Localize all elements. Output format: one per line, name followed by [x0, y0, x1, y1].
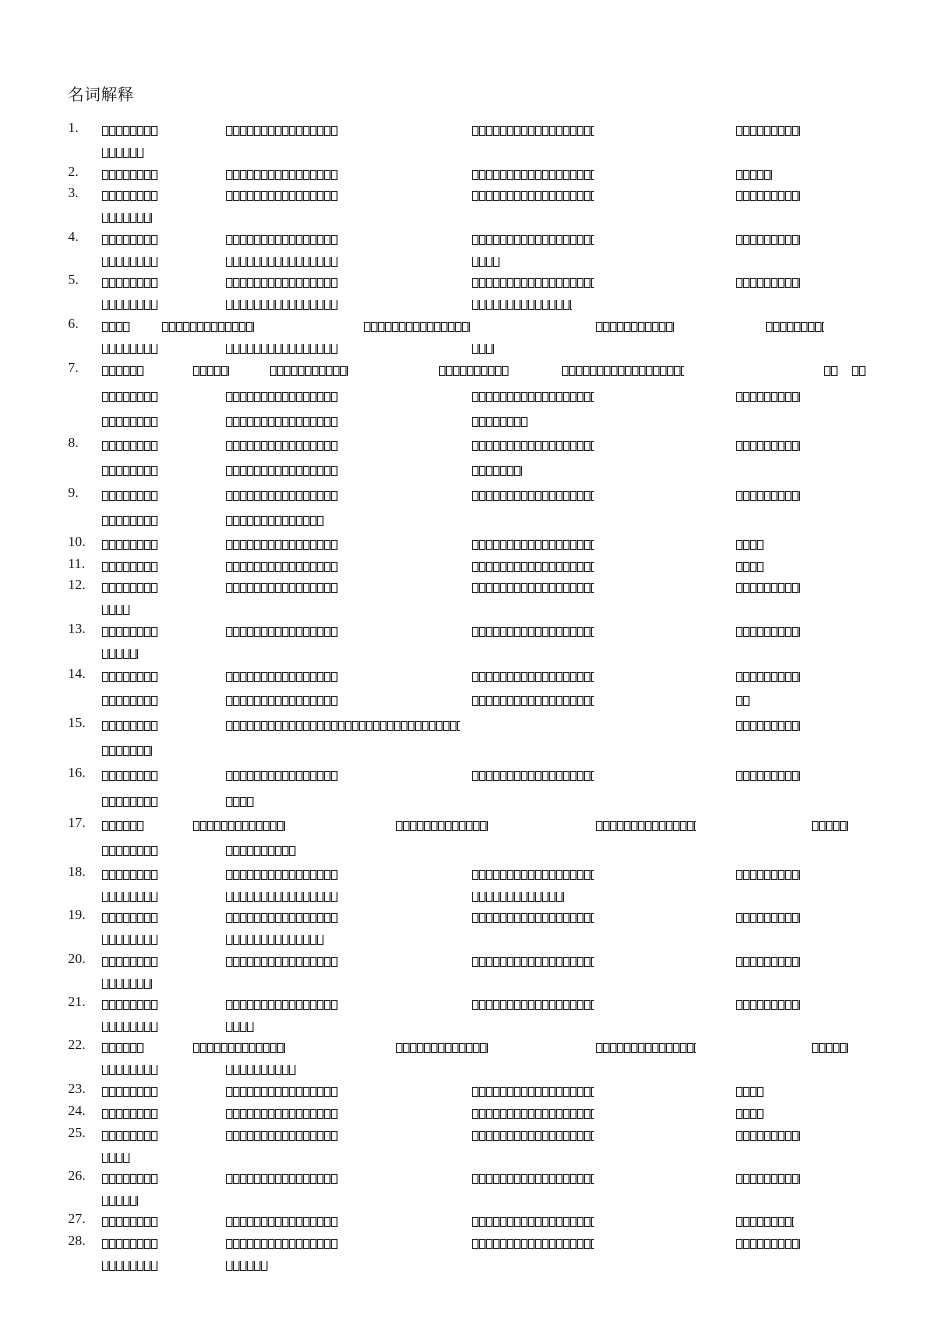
glyph-run	[736, 627, 800, 637]
list-item-line	[0, 794, 950, 808]
list-item-number: 18.	[68, 865, 86, 880]
list-item-line	[0, 669, 950, 683]
glyph-run	[102, 797, 158, 807]
list-item-number: 8.	[68, 436, 79, 451]
list-item-line	[0, 1236, 950, 1250]
glyph-run	[472, 583, 594, 593]
list-item-line	[0, 743, 950, 757]
glyph-run	[824, 366, 838, 376]
glyph-run	[226, 417, 338, 427]
glyph-run	[736, 491, 800, 501]
glyph-run	[396, 821, 488, 831]
glyph-run	[226, 797, 254, 807]
glyph-run	[812, 821, 848, 831]
glyph-run	[736, 1217, 794, 1227]
list-item-number: 22.	[68, 1038, 86, 1053]
list-item-number: 2.	[68, 165, 79, 180]
glyph-run	[472, 627, 594, 637]
glyph-run	[472, 278, 594, 288]
glyph-run	[226, 344, 338, 354]
glyph-run	[102, 821, 144, 831]
glyph-run	[472, 540, 594, 550]
glyph-run	[226, 278, 338, 288]
glyph-run	[596, 322, 674, 332]
glyph-run	[226, 491, 338, 501]
list-item-line	[0, 580, 950, 594]
glyph-run	[102, 213, 152, 223]
glyph-run	[736, 441, 800, 451]
list-item-number: 6.	[68, 317, 79, 332]
glyph-run	[226, 466, 338, 476]
glyph-run	[472, 913, 594, 923]
glyph-run	[226, 1065, 296, 1075]
glyph-run	[226, 627, 338, 637]
list-item-line	[0, 167, 950, 181]
glyph-run	[472, 1217, 594, 1227]
glyph-run	[193, 821, 285, 831]
glyph-run	[766, 322, 824, 332]
list-item-line	[0, 389, 950, 403]
glyph-run	[102, 417, 158, 427]
glyph-run	[102, 1043, 144, 1053]
list-item-line	[0, 232, 950, 246]
list-item-line	[0, 843, 950, 857]
list-item-number: 28.	[68, 1234, 86, 1249]
list-item-number: 5.	[68, 273, 79, 288]
glyph-run	[162, 322, 254, 332]
glyph-run	[472, 491, 594, 501]
glyph-run	[226, 300, 338, 310]
glyph-run	[102, 562, 158, 572]
glyph-run	[472, 562, 594, 572]
glyph-run	[472, 191, 594, 201]
glyph-run	[193, 366, 229, 376]
glyph-run	[226, 846, 296, 856]
glyph-run	[102, 583, 158, 593]
list-item-line	[0, 1106, 950, 1120]
list-item-number: 21.	[68, 995, 86, 1010]
glyph-run	[736, 540, 764, 550]
glyph-run	[472, 466, 522, 476]
list-item-line	[0, 1214, 950, 1228]
list-item-line	[0, 414, 950, 428]
glyph-run	[596, 821, 696, 831]
glyph-run	[226, 1109, 338, 1119]
list-item-line	[0, 1128, 950, 1142]
list-item-line	[0, 932, 950, 946]
glyph-run	[226, 913, 338, 923]
glyph-run	[226, 696, 338, 706]
list-item-line	[0, 438, 950, 452]
glyph-run	[472, 417, 528, 427]
glyph-run	[736, 771, 800, 781]
glyph-run	[102, 1153, 130, 1163]
glyph-run	[226, 562, 338, 572]
list-item-number: 26.	[68, 1169, 86, 1184]
glyph-run	[736, 672, 800, 682]
glyph-run	[102, 721, 158, 731]
list-item-line	[0, 559, 950, 573]
list-item-line	[0, 1171, 950, 1185]
list-item-line	[0, 341, 950, 355]
glyph-run	[226, 672, 338, 682]
list-item-line	[0, 910, 950, 924]
glyph-run	[852, 366, 866, 376]
glyph-run	[226, 392, 338, 402]
glyph-run	[102, 1022, 158, 1032]
list-item-line	[0, 297, 950, 311]
glyph-run	[102, 540, 158, 550]
glyph-run	[102, 1239, 158, 1249]
glyph-run	[226, 583, 338, 593]
list-item-number: 20.	[68, 952, 86, 967]
list-item-number: 16.	[68, 766, 86, 781]
glyph-run	[736, 126, 800, 136]
list-item-line	[0, 210, 950, 224]
glyph-run	[102, 746, 152, 756]
glyph-run	[736, 957, 800, 967]
glyph-run	[102, 300, 158, 310]
list-item-line	[0, 602, 950, 616]
glyph-run	[226, 892, 338, 902]
glyph-run	[226, 1000, 338, 1010]
list-item-line	[0, 646, 950, 660]
glyph-run	[472, 170, 594, 180]
glyph-run	[736, 583, 800, 593]
glyph-run	[226, 1131, 338, 1141]
list-item-line	[0, 463, 950, 477]
glyph-run	[472, 892, 564, 902]
list-item-number: 27.	[68, 1212, 86, 1227]
list-item-line	[0, 818, 950, 832]
list-item-line	[0, 188, 950, 202]
list-item-line	[0, 718, 950, 732]
glyph-run	[102, 870, 158, 880]
glyph-run	[736, 696, 750, 706]
glyph-run	[736, 191, 800, 201]
list-item-line	[0, 1150, 950, 1164]
list-item-line	[0, 1040, 950, 1054]
list-item-line	[0, 254, 950, 268]
glyph-run	[102, 672, 158, 682]
list-item-line	[0, 1084, 950, 1098]
list-item-line	[0, 976, 950, 990]
list-item-number: 23.	[68, 1082, 86, 1097]
glyph-run	[472, 870, 594, 880]
list-item-number: 12.	[68, 578, 86, 593]
list-item-line	[0, 1193, 950, 1207]
list-item-line	[0, 537, 950, 551]
glyph-run	[226, 1261, 268, 1271]
glyph-run	[102, 1065, 158, 1075]
glyph-run	[472, 1174, 594, 1184]
glyph-run	[102, 235, 158, 245]
list-item-number: 1.	[68, 121, 79, 136]
glyph-run	[102, 605, 130, 615]
glyph-run	[226, 441, 338, 451]
glyph-run	[226, 1217, 338, 1227]
glyph-run	[102, 148, 144, 158]
glyph-run	[226, 516, 324, 526]
page-title: 名词解释	[68, 85, 135, 104]
glyph-run	[102, 1261, 158, 1271]
glyph-run	[102, 278, 158, 288]
list-item-line	[0, 275, 950, 289]
glyph-run	[102, 1087, 158, 1097]
list-item-number: 9.	[68, 486, 79, 501]
list-item-number: 15.	[68, 716, 86, 731]
glyph-run	[102, 344, 158, 354]
glyph-run	[472, 1000, 594, 1010]
list-item-number: 17.	[68, 816, 86, 831]
list-item-line	[0, 319, 950, 333]
list-item-line	[0, 624, 950, 638]
glyph-run	[102, 1174, 158, 1184]
glyph-run	[472, 672, 594, 682]
glyph-run	[472, 441, 594, 451]
glyph-run	[102, 627, 158, 637]
list-item-line	[0, 123, 950, 137]
glyph-run	[226, 257, 338, 267]
glyph-run	[736, 721, 800, 731]
list-item-line	[0, 488, 950, 502]
glyph-run	[226, 935, 324, 945]
glyph-run	[102, 257, 158, 267]
list-item-number: 13.	[68, 622, 86, 637]
glyph-run	[736, 1109, 764, 1119]
list-item-line	[0, 363, 950, 377]
glyph-run	[226, 1239, 338, 1249]
glyph-run	[736, 1000, 800, 1010]
glyph-run	[562, 366, 684, 376]
glyph-run	[270, 366, 348, 376]
list-item-line	[0, 1258, 950, 1272]
glyph-run	[472, 771, 594, 781]
list-item-number: 3.	[68, 186, 79, 201]
glyph-run	[102, 1000, 158, 1010]
glyph-run	[226, 721, 460, 731]
glyph-run	[226, 126, 338, 136]
glyph-run	[226, 1087, 338, 1097]
glyph-run	[102, 170, 158, 180]
glyph-run	[102, 126, 158, 136]
list-item-number: 10.	[68, 535, 86, 550]
glyph-run	[736, 1131, 800, 1141]
glyph-run	[226, 1174, 338, 1184]
glyph-run	[596, 1043, 696, 1053]
list-item-number: 4.	[68, 230, 79, 245]
glyph-run	[102, 1131, 158, 1141]
glyph-run	[226, 1022, 254, 1032]
glyph-run	[102, 696, 158, 706]
glyph-run	[472, 696, 594, 706]
glyph-run	[193, 1043, 285, 1053]
glyph-run	[736, 278, 800, 288]
glyph-run	[102, 392, 158, 402]
glyph-run	[472, 235, 594, 245]
glyph-run	[102, 979, 152, 989]
glyph-run	[102, 649, 138, 659]
list-item-number: 19.	[68, 908, 86, 923]
glyph-run	[102, 191, 158, 201]
glyph-run	[102, 322, 130, 332]
glyph-run	[226, 235, 338, 245]
glyph-run	[102, 366, 144, 376]
glyph-run	[736, 392, 800, 402]
glyph-run	[226, 957, 338, 967]
list-item-line	[0, 954, 950, 968]
list-item-number: 11.	[68, 557, 85, 572]
list-item-line	[0, 1019, 950, 1033]
list-item-number: 14.	[68, 667, 86, 682]
glyph-run	[472, 344, 494, 354]
glyph-run	[102, 491, 158, 501]
glyph-run	[102, 441, 158, 451]
glyph-run	[736, 170, 772, 180]
list-item-line	[0, 693, 950, 707]
glyph-run	[102, 892, 158, 902]
list-item-line	[0, 768, 950, 782]
glyph-run	[736, 1087, 764, 1097]
glyph-run	[472, 1087, 594, 1097]
glyph-run	[102, 913, 158, 923]
glyph-run	[736, 1239, 800, 1249]
glyph-run	[472, 392, 594, 402]
glyph-run	[472, 1109, 594, 1119]
list-item-number: 25.	[68, 1126, 86, 1141]
glyph-run	[226, 870, 338, 880]
list-item-number: 24.	[68, 1104, 86, 1119]
glyph-run	[472, 257, 500, 267]
glyph-run	[736, 235, 800, 245]
glyph-run	[439, 366, 509, 376]
glyph-run	[472, 1131, 594, 1141]
glyph-run	[102, 516, 158, 526]
glyph-run	[812, 1043, 848, 1053]
glyph-run	[102, 957, 158, 967]
glyph-run	[364, 322, 470, 332]
glyph-run	[396, 1043, 488, 1053]
glyph-run	[102, 935, 158, 945]
list-item-line	[0, 997, 950, 1011]
glyph-run	[226, 540, 338, 550]
list-item-number: 7.	[68, 361, 79, 376]
glyph-run	[102, 771, 158, 781]
glyph-run	[736, 870, 800, 880]
glyph-run	[102, 1196, 138, 1206]
list-item-line	[0, 1062, 950, 1076]
glyph-run	[472, 1239, 594, 1249]
glyph-run	[226, 191, 338, 201]
list-item-line	[0, 889, 950, 903]
glyph-run	[226, 170, 338, 180]
glyph-run	[472, 957, 594, 967]
glyph-run	[226, 771, 338, 781]
glyph-run	[472, 300, 572, 310]
glyph-run	[102, 466, 158, 476]
list-item-line	[0, 145, 950, 159]
glyph-run	[736, 913, 800, 923]
glyph-run	[736, 1174, 800, 1184]
glyph-run	[472, 126, 594, 136]
list-item-line	[0, 513, 950, 527]
glyph-run	[102, 1217, 158, 1227]
list-item-line	[0, 867, 950, 881]
glyph-run	[102, 846, 158, 856]
glyph-run	[736, 562, 764, 572]
glyph-run	[102, 1109, 158, 1119]
